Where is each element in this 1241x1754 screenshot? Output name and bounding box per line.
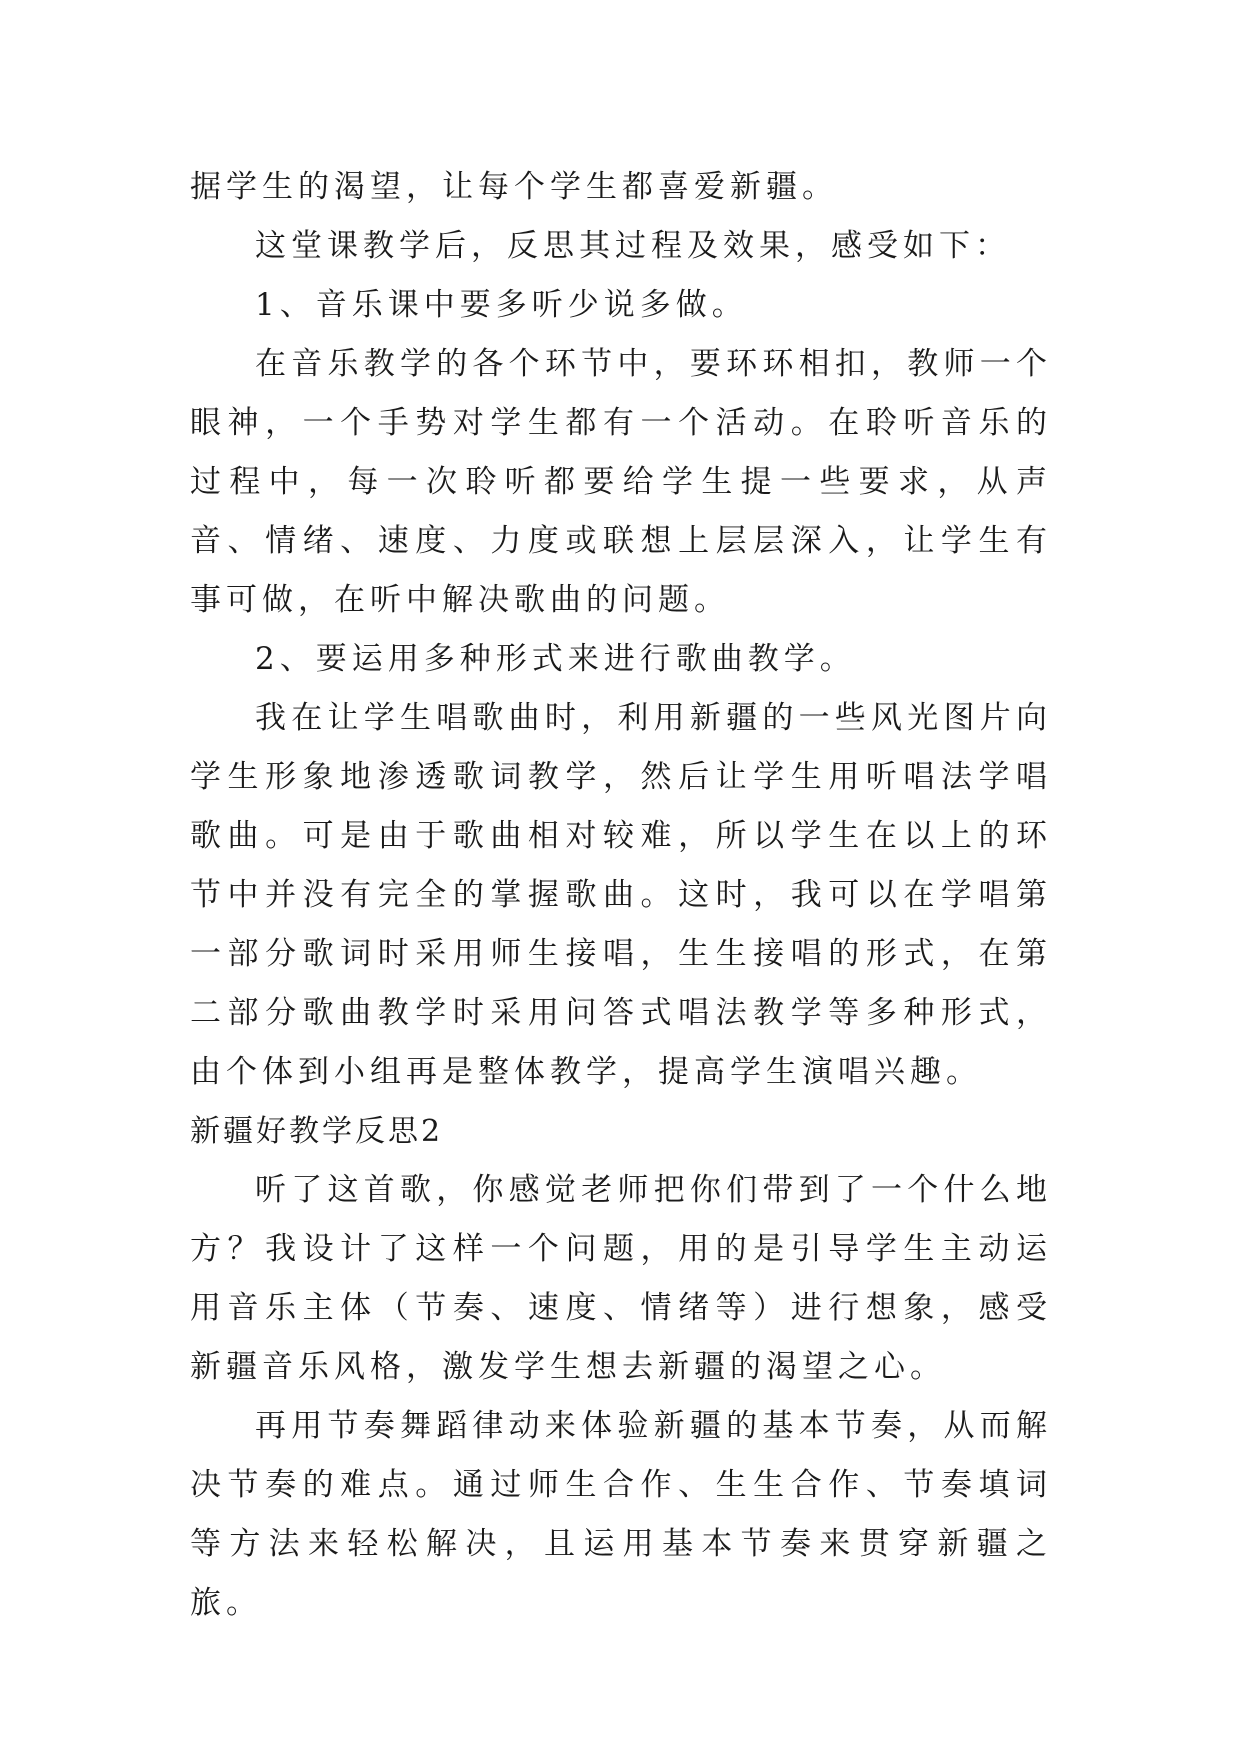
document-body	[190, 158, 1052, 1633]
paragraph-5: 2、要运用多种形式来进行歌曲教学。	[255, 641, 856, 677]
paragraph-4: 在音乐教学的各个环节中，要环环相扣，教师一个眼神，一个手势对学生都有一个活动。在聆听音乐的过程中，每一次聆听都要给学生提一些要求，从声音、情绪、速度、力度或联想上层层深入，让学生有事可做，在听中解决歌曲的问题。	[190, 346, 1052, 618]
paragraph-7: 听了这首歌，你感觉老师把你们带到了一个什么地方？我设计了这样一个问题，用的是引导学生主动运用音乐主体（节奏、速度、情绪等）进行想象，感受新疆音乐风格，激发学生想去新疆的渴望之心。	[190, 1172, 1052, 1385]
paragraph-6: 我在让学生唱歌曲时，利用新疆的一些风光图片向学生形象地渗透歌词教学，然后让学生用听唱法学唱歌曲。可是由于歌曲相对较难，所以学生在以上的环节中并没有完全的掌握歌曲。这时，我可以在学唱第一部分歌词时采用师生接唱，生生接唱的形式，在第二部分歌曲教学时采用问答式唱法教学等多种形式，由个体到小组再是整体教学，提高学生演唱兴趣。	[190, 700, 1052, 1090]
paragraph-3: 1、音乐课中要多听少说多做。	[255, 287, 748, 323]
paragraph-2: 这堂课教学后，反思其过程及效果，感受如下：	[255, 228, 1011, 264]
paragraph-1: 据学生的渴望，让每个学生都喜爱新疆。	[190, 169, 838, 205]
paragraph-8: 再用节奏舞蹈律动来体验新疆的基本节奏，从而解决节奏的难点。通过师生合作、生生合作、节奏填词等方法来轻松解决，且运用基本节奏来贯穿新疆之旅。	[190, 1408, 1052, 1621]
section-heading: 新疆好教学反思2	[190, 1114, 444, 1149]
